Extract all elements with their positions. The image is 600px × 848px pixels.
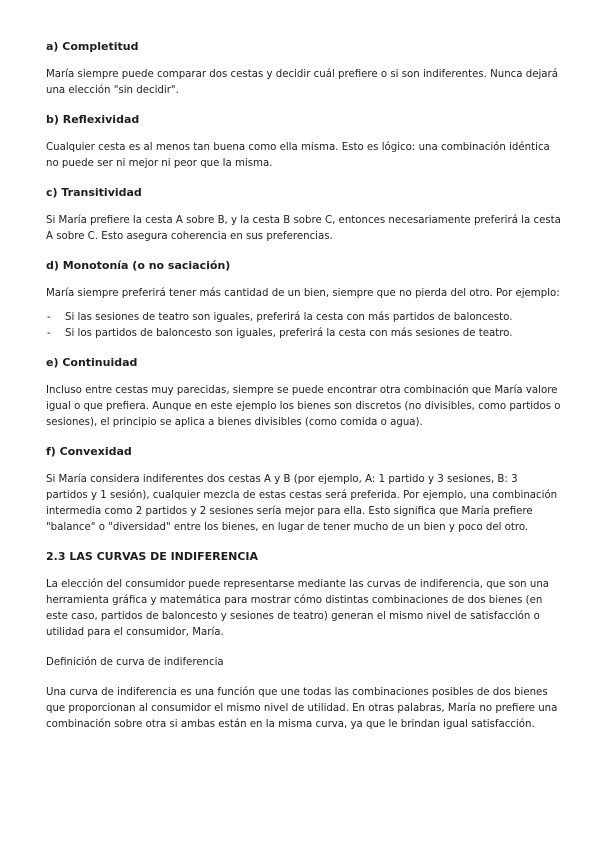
section-heading: b) Reflexividad [46, 113, 140, 126]
section-heading: c) Transitividad [46, 186, 142, 199]
section-heading: f) Convexidad [46, 445, 132, 458]
section-heading: e) Continuidad [46, 356, 138, 369]
chapter-intro: La elección del consumidor puede representarse mediante las curvas de indiferencia, que son una herramienta gráfica y matemática para mostrar cómo distintas combinaciones de dos bienes (en este caso, partidos de baloncesto y sesiones de teatro) generan el mismo nivel de satisfacción o utilidad para el consumidor, María. [46, 579, 550, 638]
section-paragraph: Cualquier cesta es al menos tan buena como ella misma. Esto es lógico: una combinación idéntica no puede ser ni mejor ni peor que la misma. [46, 142, 550, 169]
section-convexidad [46, 445, 562, 536]
section-transitividad [46, 186, 562, 245]
list-item-text: Si los partidos de baloncesto son iguales, preferirá la cesta con más sesiones de teatro. [65, 328, 513, 339]
chapter-definition: Una curva de indiferencia es una función que une todas las combinaciones posibles de dos bienes que proporcionan al consumidor el mismo nivel de utilidad. En otras palabras, María no prefiere una combinación sobre otra si ambas están en la misma curva, ya que le brindan igual satisfacción. [46, 687, 558, 730]
list-item [46, 326, 562, 342]
section-reflexividad [46, 113, 562, 172]
section-monotonia [46, 259, 562, 342]
chapter-heading: 2.3 LAS CURVAS DE INDIFERENCIA [46, 550, 258, 563]
list-item [46, 310, 562, 326]
section-paragraph: María siempre puede comparar dos cestas y decidir cuál prefiere o si son indiferentes. Nunca dejará una elección "sin decidir". [46, 69, 558, 96]
list-item-text: Si las sesiones de teatro son iguales, preferirá la cesta con más partidos de baloncesto. [65, 312, 513, 323]
section-paragraph: Si María prefiere la cesta A sobre B, y la cesta B sobre C, entonces necesariamente preferirá la cesta A sobre C. Esto asegura coherencia en sus preferencias. [46, 215, 561, 242]
bullet-dash: - [47, 312, 51, 323]
chapter-subtitle: Definición de curva de indiferencia [46, 657, 224, 668]
section-paragraph: Incluso entre cestas muy parecidas, siempre se puede encontrar otra combinación que María valore igual o que prefiera. Aunque en este ejemplo los bienes son discretos (no divisibles, como partidos o sesiones), el principio se aplica a bienes divisibles (como comida o agua). [46, 385, 561, 428]
document-page [46, 40, 562, 747]
chapter-curvas-indiferencia [46, 550, 562, 733]
section-heading: d) Monotonía (o no saciación) [46, 259, 231, 272]
section-continuidad [46, 356, 562, 431]
section-paragraph: María siempre preferirá tener más cantidad de un bien, siempre que no pierda del otro. Por ejemplo: [46, 288, 560, 299]
bullet-list [46, 310, 562, 342]
section-paragraph: Si María considera indiferentes dos cestas A y B (por ejemplo, A: 1 partido y 3 sesiones, B: 3 partidos y 1 sesión), cualquier mezcla de estas cestas será preferida. Por ejemplo, una combinación intermedia como 2 partidos y 2 sesiones sería mejor para ella. Esto significa que María prefiere "balance" o "diversidad" entre los bienes, en lugar de tener mucho de un bien y poco del otro. [46, 474, 558, 533]
section-completitud [46, 40, 562, 99]
bullet-dash: - [47, 328, 51, 339]
section-heading: a) Completitud [46, 40, 139, 53]
